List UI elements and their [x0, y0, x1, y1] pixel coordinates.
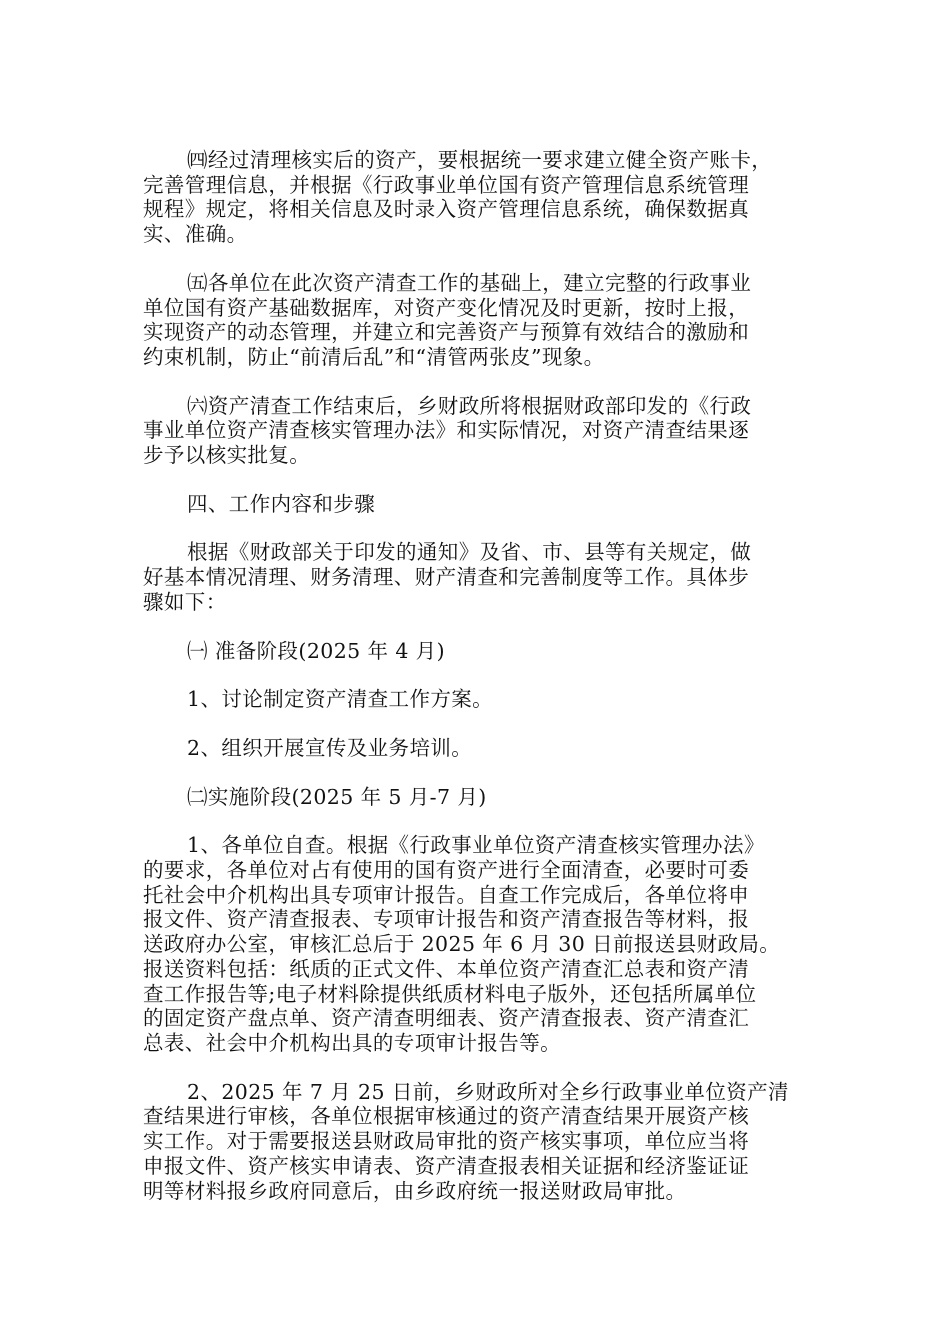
- subheading-implementation-stage: [143, 785, 807, 810]
- text-line: 申报文件、资产核实申请表、资产清查报表相关证据和经济鉴证证: [143, 1153, 750, 1178]
- text-line: ㈤各单位在此次资产清查工作的基础上，建立完整的行政事业: [187, 270, 752, 295]
- text-line: 2、组织开展宣传及业务培训。: [187, 735, 473, 760]
- text-line: ㈥资产清查工作结束后，乡财政所将根据财政部印发的《行政: [187, 393, 752, 418]
- text-line: 明等材料报乡政府同意后，由乡政府统一报送财政局审批。: [143, 1178, 687, 1203]
- text-line: ㈡实施阶段(2025 年 5 月-7 月): [187, 784, 487, 809]
- paragraph-self-inspection: [143, 833, 807, 1055]
- text-line: 约束机制，防止“前清后乱”和“清管两张皮”现象。: [143, 344, 605, 369]
- list-item: [143, 687, 807, 712]
- text-line: 报文件、资产清查报表、专项审计报告和资产清查报告等材料，报: [143, 907, 750, 932]
- document-body: [143, 148, 807, 1227]
- text-line: 单位国有资产基础数据库，对资产变化情况及时更新，按时上报，: [143, 295, 750, 320]
- paragraph-asset-registry: [143, 148, 807, 247]
- text-line: 事业单位资产清查核实管理办法》和实际情况，对资产清查结果逐: [143, 418, 750, 443]
- text-line: 1、各单位自查。根据《行政事业单位资产清查核实管理办法》: [187, 833, 765, 858]
- section-heading: [143, 492, 807, 517]
- text-line: 实、准确。: [143, 222, 248, 247]
- text-line: 好基本情况清理、财务清理、财产清查和完善制度等工作。具体步: [143, 565, 750, 590]
- text-line: 的固定资产盘点单、资产清查明细表、资产清查报表、资产清查汇: [143, 1006, 750, 1031]
- text-line: 报送资料包括：纸质的正式文件、本单位资产清查汇总表和资产清: [143, 956, 750, 981]
- text-line: 总表、社会中介机构出具的专项审计报告等。: [143, 1030, 561, 1055]
- heading-text: 四、工作内容和步骤: [187, 491, 376, 516]
- text-line: 完善管理信息，并根据《行政事业单位国有资产管理信息系统管理: [143, 172, 750, 197]
- text-line: 送政府办公室，审核汇总后于 2025 年 6 月 30 日前报送县财政局。: [143, 932, 781, 957]
- subheading-preparation-stage: [143, 639, 807, 664]
- text-line: 规程》规定，将相关信息及时录入资产管理信息系统，确保数据真: [143, 197, 750, 222]
- paragraph-verification-approval: [143, 394, 807, 468]
- text-line: 托社会中介机构出具专项审计报告。自查工作完成后，各单位将申: [143, 882, 750, 907]
- text-line: ㈣经过清理核实后的资产，要根据统一要求建立健全资产账卡，: [187, 148, 773, 172]
- paragraph-asset-database: [143, 271, 807, 370]
- paragraph-work-content: [143, 540, 807, 614]
- text-line: 查结果进行审核，各单位根据审核通过的资产清查结果开展资产核: [143, 1104, 750, 1129]
- text-line: ㈠ 准备阶段(2025 年 4 月): [187, 638, 445, 663]
- paragraph-review: [143, 1080, 807, 1204]
- text-line: 2、2025 年 7 月 25 日前，乡财政所对全乡行政事业单位资产清: [187, 1079, 789, 1104]
- text-line: 1、讨论制定资产清查工作方案。: [187, 687, 494, 712]
- text-line: 步予以核实批复。: [143, 443, 311, 468]
- list-item: [143, 736, 807, 761]
- text-line: 的要求，各单位对占有使用的国有资产进行全面清查，必要时可委: [143, 858, 750, 883]
- text-line: 根据《财政部关于印发的通知》及省、市、县等有关规定，做: [187, 540, 752, 565]
- text-line: 实工作。对于需要报送县财政局审批的资产核实事项，单位应当将: [143, 1129, 750, 1154]
- text-line: 实现资产的动态管理，并建立和完善资产与预算有效结合的激励和: [143, 320, 750, 345]
- text-line: 骤如下：: [143, 589, 227, 614]
- text-line: 查工作报告等;电子材料除提供纸质材料电子版外，还包括所属单位: [143, 981, 757, 1006]
